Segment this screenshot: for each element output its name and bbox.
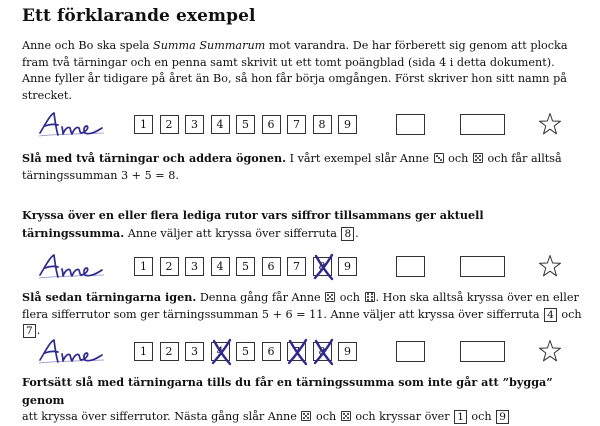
number-cell[interactable] <box>211 342 230 361</box>
number-cell[interactable] <box>211 257 230 276</box>
number-cell-label: 7 <box>293 345 300 358</box>
number-cell-label: 7 <box>293 260 300 273</box>
number-cell-label: 4 <box>216 345 224 358</box>
die-3-icon <box>434 153 444 163</box>
step1-text-1: I vårt exempel slår Anne <box>286 152 433 165</box>
cross-mark-icon <box>285 338 309 366</box>
step2-paragraph <box>22 207 582 242</box>
step3-text-4: och <box>557 307 582 321</box>
inline-cell-ref: 7 <box>23 324 36 338</box>
number-cell-label: 5 <box>242 345 249 358</box>
page-title: Ett förklarande exempel <box>22 6 256 26</box>
number-cell-label: 4 <box>216 260 224 273</box>
number-cell[interactable] <box>185 115 204 134</box>
star-icon[interactable] <box>538 339 562 363</box>
score-box[interactable] <box>460 114 505 135</box>
number-cell-label: 8 <box>318 345 326 358</box>
number-cell[interactable] <box>134 115 153 134</box>
score-box[interactable] <box>460 341 505 362</box>
step1-text-3: och får alltså tärningssumman 3 + 5 = 8. <box>22 152 562 182</box>
number-cell-label: 2 <box>165 118 173 131</box>
number-cell[interactable] <box>236 342 255 361</box>
number-cell[interactable] <box>160 342 179 361</box>
number-cell[interactable] <box>287 342 306 361</box>
intro-paragraph <box>22 38 582 104</box>
number-cell-label: 8 <box>318 118 326 131</box>
number-cell-label: 7 <box>293 118 300 131</box>
inline-cell-ref: 9 <box>496 410 509 424</box>
step3-heading: Slå sedan tärningarna igen. <box>22 290 197 304</box>
inline-cell-ref: 4 <box>544 308 557 322</box>
score-row-2 <box>0 251 600 283</box>
score-row-3 <box>0 336 600 368</box>
step4-text-2: och <box>312 410 340 423</box>
number-cell[interactable] <box>338 257 357 276</box>
dice-sum-box[interactable] <box>396 256 425 277</box>
step2-heading: Kryssa över en eller flera lediga rutor vars siffror tillsammans ger aktuell tärningssumma. <box>22 208 484 240</box>
intro-text-2: mot varandra. De har förberett sig genom att plocka fram två tärningar och en penna samt skrivit ut ett tomt poängblad (sida 4 i detta dokument). Anne fyller år tidigare på året än Bo, så hon får börja omgången. Först skriver hon sitt namn på strecket. <box>22 39 568 102</box>
number-cell[interactable] <box>134 257 153 276</box>
step1-heading: Slå med två tärningar och addera ögonen. <box>22 151 287 165</box>
number-cell[interactable] <box>211 115 230 134</box>
step4-heading: Fortsätt slå med tärningarna tills du får en tärningssumma som inte går att ”bygga” genom <box>22 375 553 407</box>
star-icon[interactable] <box>538 254 562 278</box>
cross-mark-icon <box>311 338 335 366</box>
step2-text-1: Anne väljer att kryssa över sifferruta <box>124 226 341 240</box>
number-cell-label: 3 <box>191 260 198 273</box>
step3-text-3: . Hon ska alltså kryssa över en eller flera sifferrutor som ger tärningssumman 5 + 6 = 11. Anne väljer att kryssa över sifferruta <box>22 291 579 321</box>
cross-mark-icon <box>311 253 335 281</box>
signature-anne <box>36 109 106 141</box>
inline-cell-ref: 8 <box>341 227 354 241</box>
number-cell-label: 9 <box>344 260 351 273</box>
number-cell-label: 6 <box>267 118 275 131</box>
inline-cell-ref: 1 <box>454 410 467 424</box>
number-cell[interactable] <box>185 342 204 361</box>
die-6-icon <box>365 292 375 302</box>
number-cell[interactable] <box>338 115 357 134</box>
number-cell[interactable] <box>313 257 332 276</box>
number-cell-label: 5 <box>242 260 249 273</box>
step3-paragraph <box>22 289 582 340</box>
number-cell-label: 1 <box>140 118 147 131</box>
step3-text-2: och <box>336 291 364 304</box>
step3-text-5: . <box>36 324 41 337</box>
number-cell-label: 9 <box>344 345 351 358</box>
score-box[interactable] <box>460 256 505 277</box>
number-cell-label: 9 <box>344 118 351 131</box>
number-cell[interactable] <box>287 257 306 276</box>
number-cell[interactable] <box>134 342 153 361</box>
star-icon[interactable] <box>538 112 562 136</box>
die-5-icon <box>473 153 483 163</box>
die-5-icon <box>341 411 351 421</box>
number-cell[interactable] <box>236 257 255 276</box>
number-cell[interactable] <box>160 257 179 276</box>
step1-text-2: och <box>444 152 472 165</box>
score-row-1 <box>0 109 600 141</box>
dice-sum-box[interactable] <box>396 341 425 362</box>
signature-anne <box>36 251 106 283</box>
number-cell-label: 6 <box>267 260 275 273</box>
number-cell[interactable] <box>287 115 306 134</box>
number-cell[interactable] <box>236 115 255 134</box>
number-cell-label: 3 <box>191 345 198 358</box>
dice-sum-box[interactable] <box>396 114 425 135</box>
cross-mark-icon <box>209 338 233 366</box>
intro-text-1: Anne och Bo ska spela <box>22 39 154 52</box>
die-5-icon <box>301 411 311 421</box>
number-cell[interactable] <box>160 115 179 134</box>
number-cell-label: 1 <box>140 345 147 358</box>
step1-paragraph <box>22 150 582 184</box>
number-cell[interactable] <box>262 257 281 276</box>
number-cell-label: 5 <box>242 118 249 131</box>
step4-text-3: och kryssar över <box>351 410 454 423</box>
game-name: Summa Summarum <box>153 39 266 52</box>
step3-text-1: Denna gång får Anne <box>196 291 325 304</box>
die-5-icon <box>325 292 335 302</box>
number-cell-label: 4 <box>216 118 224 131</box>
number-cell-label: 8 <box>318 260 326 273</box>
number-cell[interactable] <box>338 342 357 361</box>
step4-text-4: och <box>467 410 496 423</box>
number-cell-label: 2 <box>165 260 173 273</box>
number-cell[interactable] <box>185 257 204 276</box>
number-cell-label: 2 <box>165 345 173 358</box>
number-cell-label: 6 <box>267 345 275 358</box>
number-cell[interactable] <box>313 115 332 134</box>
number-cell[interactable] <box>262 342 281 361</box>
number-cell-label: 1 <box>140 260 147 273</box>
number-cell-label: 3 <box>191 118 198 131</box>
step4-text-1: att kryssa över sifferrutor. Nästa gång slår Anne <box>22 410 301 423</box>
step2-text-2: . <box>355 226 359 240</box>
number-cell[interactable] <box>313 342 332 361</box>
number-cell[interactable] <box>262 115 281 134</box>
signature-anne <box>36 336 106 368</box>
